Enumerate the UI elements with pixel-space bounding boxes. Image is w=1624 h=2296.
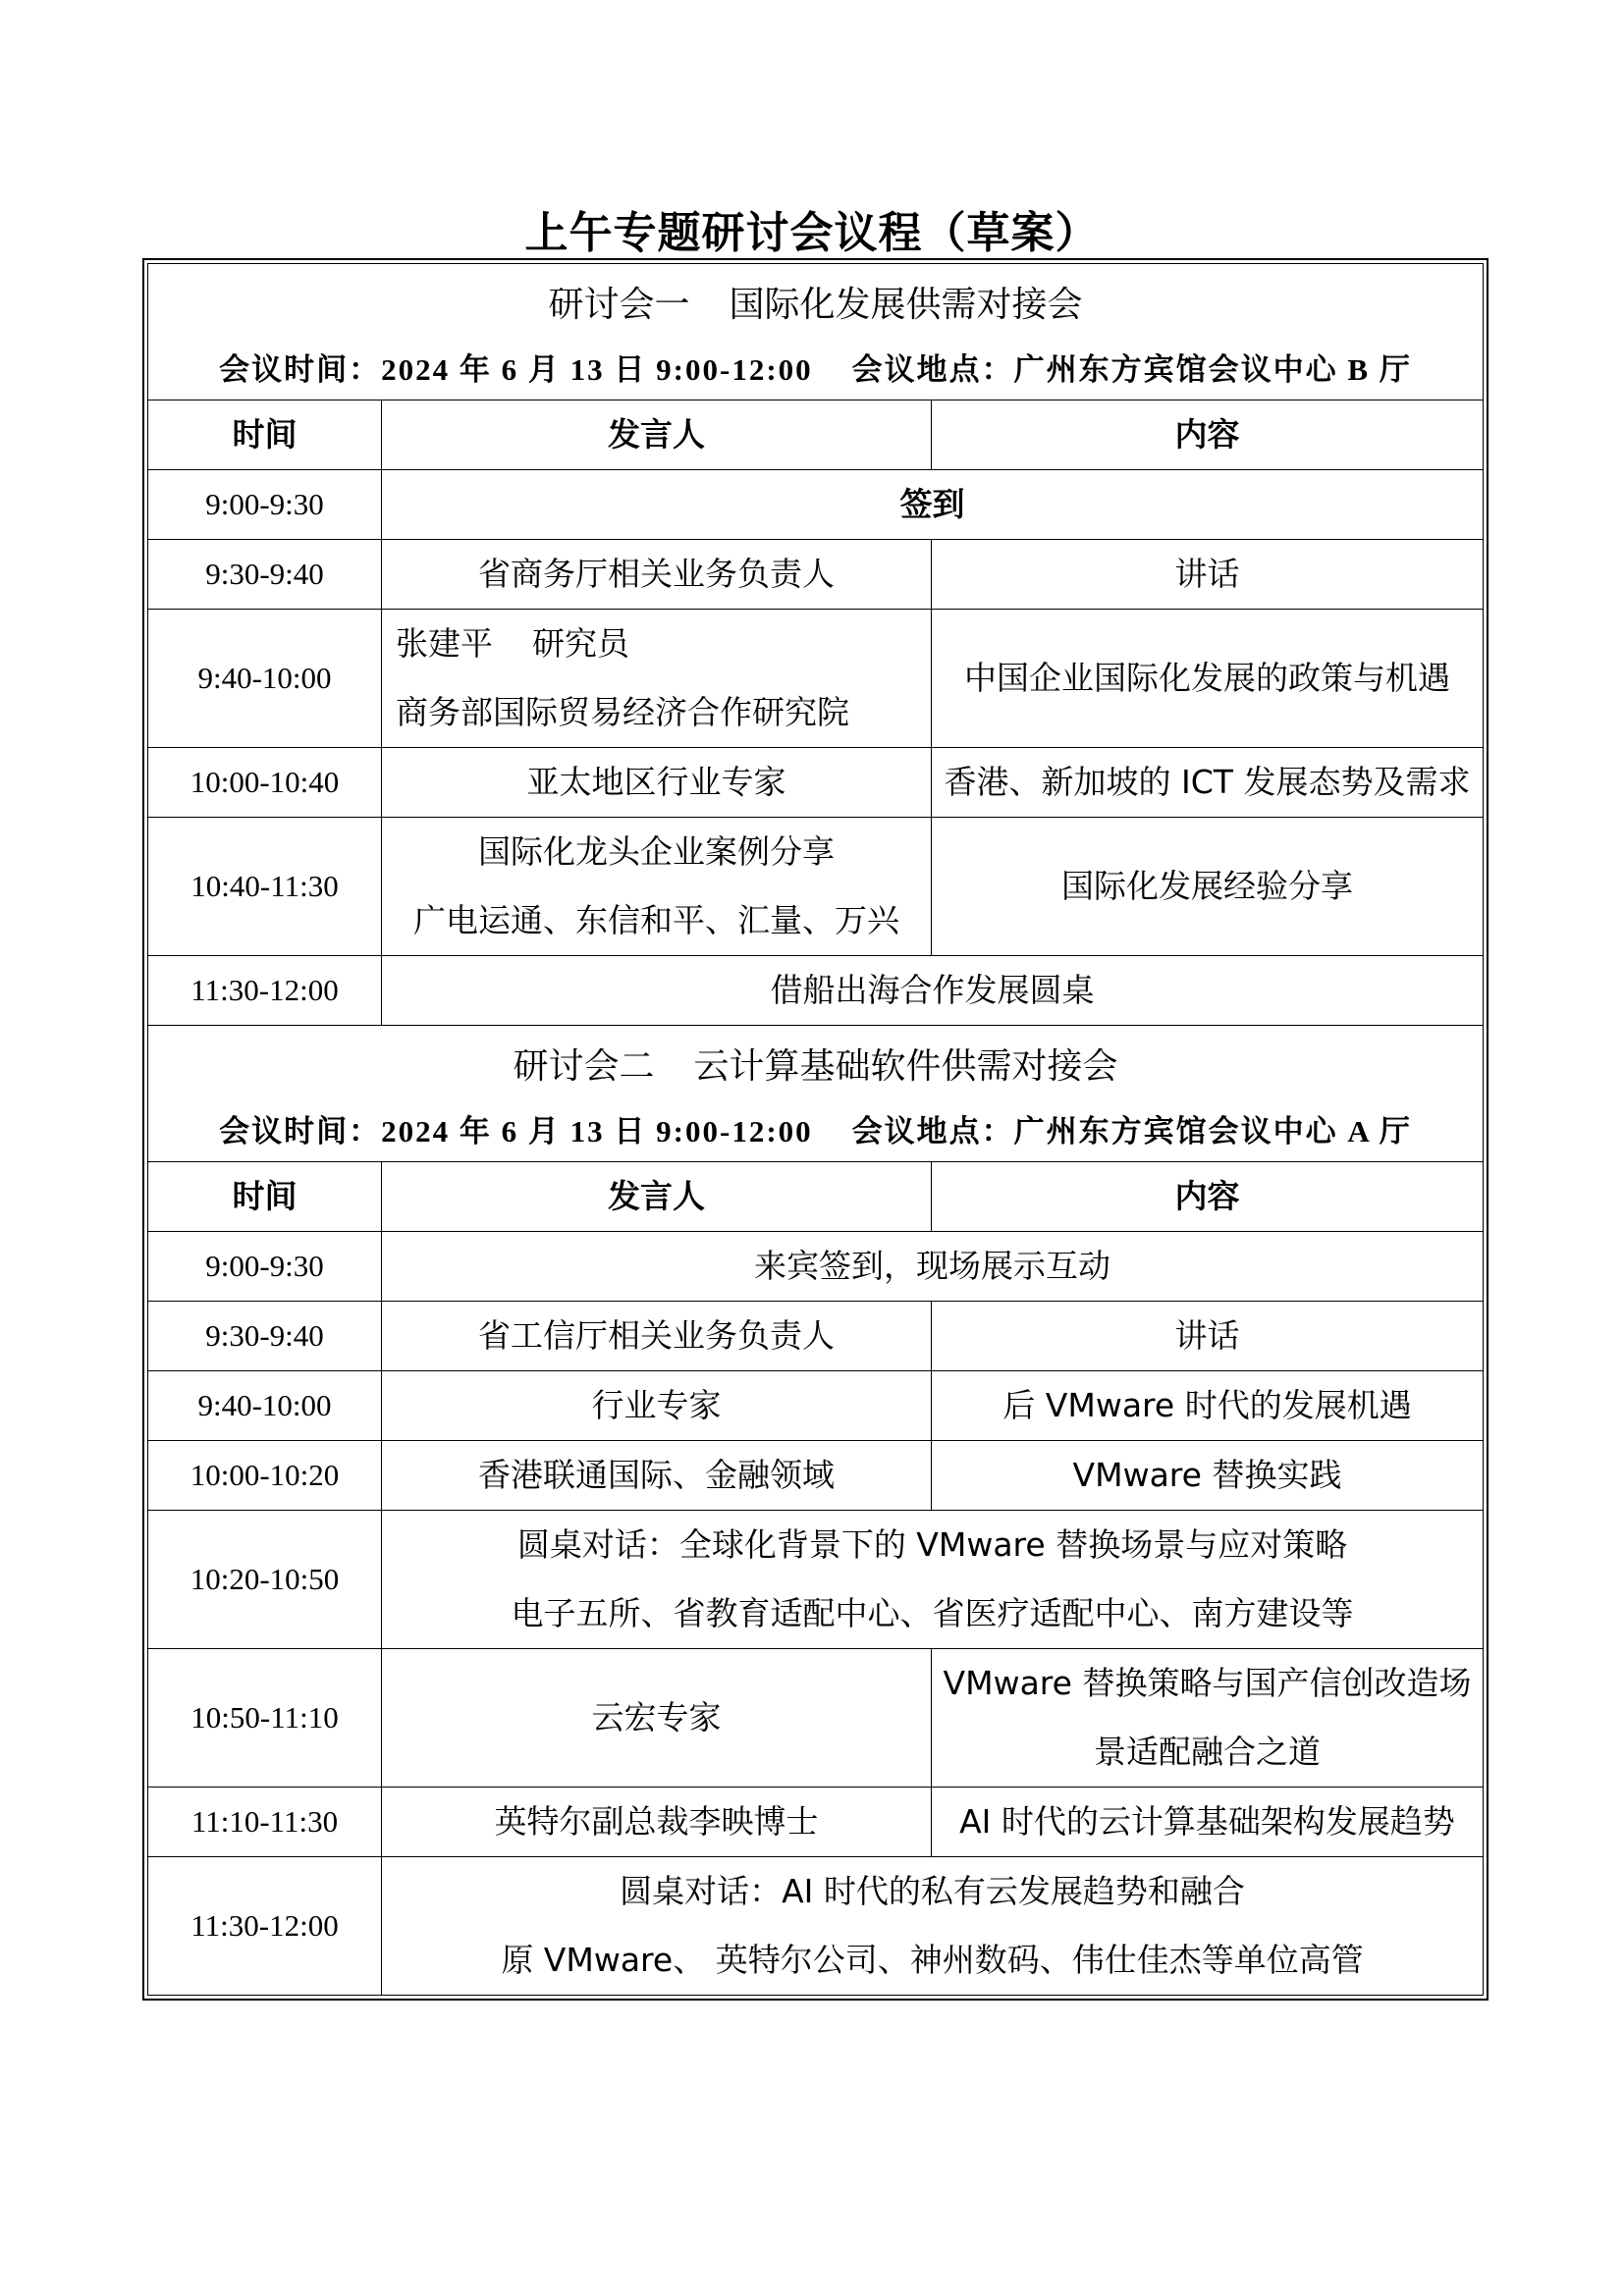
session2-time: 2024 年 6 月 13 日 9:00-12:00 [381,1114,813,1148]
row-time: 10:50-11:10 [148,1649,382,1788]
speaker-org: 商务部国际贸易经济合作研究院 [396,693,849,731]
speaker-name: 张建平 [396,624,493,663]
row-content [932,1649,1484,1788]
session2-place: 广州东方宾馆会议中心 A 厅 [1013,1114,1412,1148]
row-merged: 来宾签到，现场展示互动 [382,1232,1484,1302]
table-row [148,956,1484,1026]
session1-place: 广州东方宾馆会议中心 B 厅 [1013,352,1412,387]
session2-title [148,1026,1484,1103]
table-row [148,1788,1484,1857]
session2-meta [148,1102,1484,1162]
merged-line: 圆桌对话：全球化背景下的 VMware 替换场景与应对策略 [516,1525,1348,1564]
row-time: 10:40-11:30 [148,818,382,956]
table-row [148,610,1484,748]
row-time: 9:40-10:00 [148,1371,382,1441]
session1-time: 2024 年 6 月 13 日 9:00-12:00 [381,352,813,387]
session1-title-row [148,264,1484,342]
speaker-title: 研究员 [532,624,629,663]
session2-title-row [148,1026,1484,1103]
session1-topic: 国际化发展供需对接会 [729,285,1083,325]
row-speaker [382,610,932,748]
table-row [148,1232,1484,1302]
row-time: 10:00-10:20 [148,1441,382,1511]
content-line: VMware 替换策略与国产信创改造场 [943,1664,1472,1702]
row-time: 9:00-9:30 [148,1232,382,1302]
row-content: 讲话 [932,1302,1484,1371]
row-merged: 借船出海合作发展圆桌 [382,956,1484,1026]
session1-header-row [148,400,1484,470]
row-content: 中国企业国际化发展的政策与机遇 [932,610,1484,748]
row-speaker: 云宏专家 [382,1649,932,1788]
session2-meta-row [148,1102,1484,1162]
session2-header-row [148,1162,1484,1232]
session2-name: 研讨会二 [513,1046,655,1087]
table-row [148,1857,1484,1996]
speaker-line: 广电运通、东信和平、汇量、万兴 [413,901,899,939]
speaker-line [396,610,925,678]
row-time: 9:30-9:40 [148,540,382,610]
page-title: 上午专题研讨会议程（草案） [524,208,1100,258]
table-row [148,1649,1484,1788]
agenda-table [147,263,1484,1996]
merged-line: 电子五所、省教育适配中心、省医疗适配中心、南方建设等 [511,1594,1354,1632]
row-speaker: 省商务厅相关业务负责人 [382,540,932,610]
session1-meta [148,341,1484,400]
row-speaker: 香港联通国际、金融领域 [382,1441,932,1511]
row-speaker: 亚太地区行业专家 [382,748,932,818]
session2-topic: 云计算基础软件供需对接会 [693,1046,1118,1087]
header-speaker: 发言人 [382,1162,932,1232]
merged-line: 原 VMware、 英特尔公司、神州数码、伟仕佳杰等单位高管 [501,1941,1364,1979]
row-content: 后 VMware 时代的发展机遇 [932,1371,1484,1441]
session1-name: 研讨会一 [548,285,690,325]
table-row [148,1511,1484,1649]
table-row [148,1441,1484,1511]
row-speaker: 行业专家 [382,1371,932,1441]
header-speaker: 发言人 [382,400,932,470]
row-time: 9:30-9:40 [148,1302,382,1371]
table-row [148,470,1484,540]
row-content: 香港、新加坡的 ICT 发展态势及需求 [932,748,1484,818]
row-speaker [382,818,932,956]
row-time: 9:40-10:00 [148,610,382,748]
row-merged [382,1857,1484,1996]
table-row [148,1371,1484,1441]
row-speaker: 英特尔副总裁李映博士 [382,1788,932,1857]
table-row [148,748,1484,818]
row-merged [382,1511,1484,1649]
row-time: 11:10-11:30 [148,1788,382,1857]
header-content: 内容 [932,1162,1484,1232]
speaker-line: 国际化龙头企业案例分享 [478,832,835,871]
session2-place-label: 会议地点： [851,1114,1014,1148]
session1-meta-row [148,341,1484,400]
header-time: 时间 [148,400,382,470]
content-line: 景适配融合之道 [1094,1733,1321,1771]
row-time: 10:20-10:50 [148,1511,382,1649]
session1-title [148,264,1484,342]
row-merged: 签到 [382,470,1484,540]
session2-time-label: 会议时间： [219,1114,382,1148]
header-time: 时间 [148,1162,382,1232]
row-time: 11:30-12:00 [148,956,382,1026]
row-content: 讲话 [932,540,1484,610]
header-content: 内容 [932,400,1484,470]
session1-place-label: 会议地点： [851,352,1014,387]
row-content: VMware 替换实践 [932,1441,1484,1511]
table-row [148,818,1484,956]
row-time: 10:00-10:40 [148,748,382,818]
row-speaker: 省工信厅相关业务负责人 [382,1302,932,1371]
row-time: 11:30-12:00 [148,1857,382,1996]
row-time: 9:00-9:30 [148,470,382,540]
row-content: AI 时代的云计算基础架构发展趋势 [932,1788,1484,1857]
merged-line: 圆桌对话：AI 时代的私有云发展趋势和融合 [620,1872,1245,1910]
table-row [148,1302,1484,1371]
row-content: 国际化发展经验分享 [932,818,1484,956]
session1-time-label: 会议时间： [219,352,382,387]
table-row [148,540,1484,610]
